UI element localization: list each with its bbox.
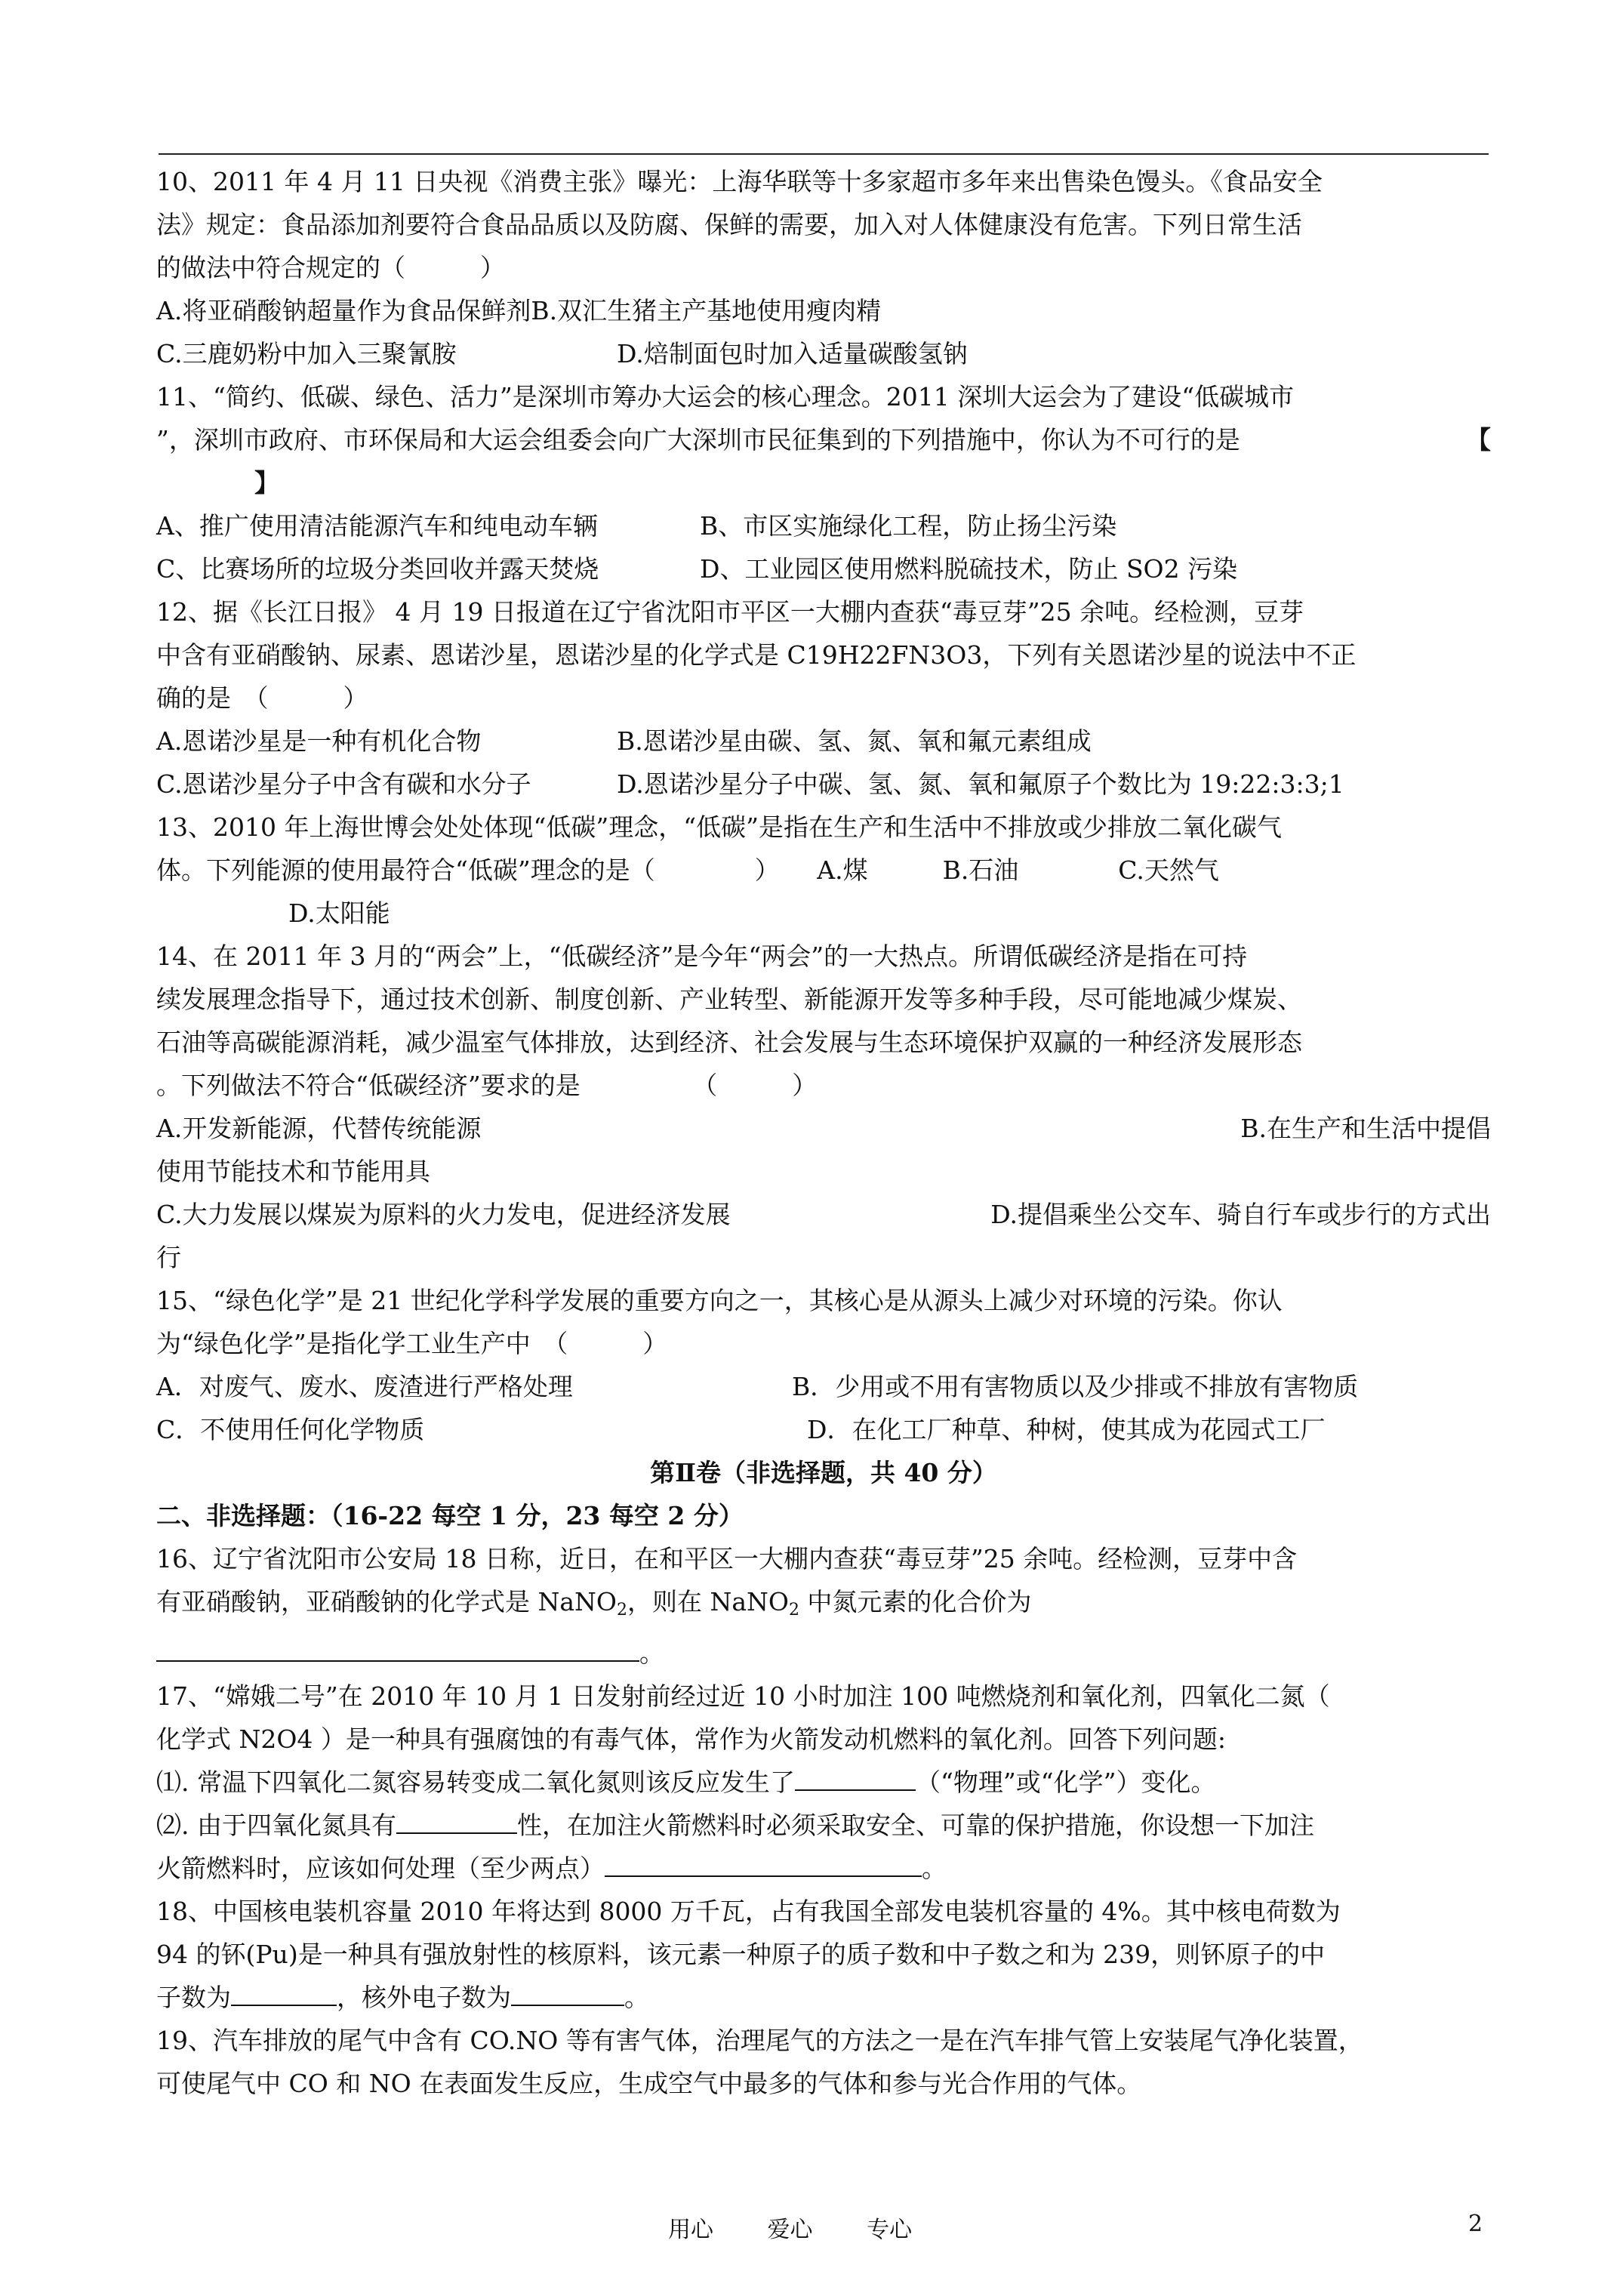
q12-line-1: 12、据《长江日报》 4 月 19 日报道在辽宁省沈阳市平区一大棚内查获“毒豆芽”25 余吨。经检测，豆芽 — [156, 597, 1304, 627]
q12-option-d: D.恩诺沙星分子中碳、氢、氮、氧和氟原子个数比为 19:22:3:3;1 — [617, 769, 1344, 799]
q16-subscript-2: 2 — [788, 1601, 799, 1620]
q16-line-2 — [156, 1580, 1491, 1632]
q17-part-1-text-a: ⑴. 常温下四氧化二氮容易转变成二氧化氮则该反应发生了 — [156, 1767, 795, 1797]
q10-line-2: 法》规定：食品添加剂要符合食品品质以及防腐、保鲜的需要，加入对人体健康没有危害。下列日常生活 — [156, 210, 1302, 239]
q14-option-d-part2: 行 — [156, 1243, 181, 1272]
q14-line-2: 续发展理念指导下，通过技术创新、制度创新、产业转型、新能源开发等多种手段，尽可能地减少煤炭、 — [156, 985, 1302, 1014]
q10-line-3: 的做法中符合规定的（ ） — [156, 253, 505, 282]
q17-part-1-text-b: （“物理”或“化学”）变化。 — [915, 1767, 1216, 1797]
q14-line-1: 14、在 2011 年 3 月的“两会”上，“低碳经济”是今年“两会”的一大热点。所谓低碳经济是指在可持 — [156, 942, 1248, 971]
q10-option-c: C.三鹿奶粉中加入三聚氰胺 — [156, 339, 457, 368]
q15-option-c: C．不使用任何化学物质 — [156, 1415, 425, 1444]
q17-part-3-text-b: 。 — [922, 1854, 947, 1883]
q17-line-1: 17、“嫦娥二号”在 2010 年 10 月 1 日发射前经过近 10 小时加注 100 吨燃烧剂和氧化剂，四氧化二氮（ — [156, 1681, 1330, 1711]
q18-line-3 — [156, 1976, 1491, 2019]
q10-option-d: D.焙制面包时加入适量碳酸氢钠 — [617, 339, 968, 368]
q19-line-1: 19、汽车排放的尾气中含有 CO.NO 等有害气体，治理尾气的方法之一是在汽车排气管上安装尾气净化装置， — [156, 2026, 1363, 2055]
q10-option-a: A.将亚硝酸钠超量作为食品保鲜剂 — [156, 296, 531, 325]
q12-line-2: 中含有亚硝酸钠、尿素、恩诺沙星，恩诺沙星的化学式是 C19H22FN3O3，下列有关恩诺沙星的说法中不正 — [156, 640, 1357, 670]
q12-option-a: A.恩诺沙星是一种有机化合物 — [156, 726, 482, 756]
q16-line-2-part-a: 有亚硝酸钠，亚硝酸钠的化学式是 NaNO — [156, 1587, 617, 1616]
q11-line-1: 11、“简约、低碳、绿色、活力”是深圳市筹办大运会的核心理念。2011 深圳大运会为了建设“低碳城市 — [156, 382, 1295, 411]
q11-line-2-text: ”，深圳市政府、市环保局和大运会组委会向广大深圳市民征集到的下列措施中，你认为不可行的是 — [156, 425, 1240, 455]
q16-subscript-1: 2 — [616, 1601, 627, 1620]
q18-answer-blank-2[interactable] — [511, 1977, 624, 2006]
q11-line-2 — [156, 418, 1491, 461]
q14-options-ab — [156, 1107, 1491, 1150]
q17-part-2-text-b: 性，在加注火箭燃料时必须采取安全、可靠的保护措施，你设想一下加注 — [516, 1811, 1314, 1840]
q17-answer-blank-3[interactable] — [605, 1848, 922, 1877]
q15-options-cd — [156, 1408, 1491, 1451]
footer-motto-3: 专心 — [867, 2217, 913, 2243]
q17-answer-blank-2[interactable] — [396, 1805, 517, 1834]
q15-option-b: B．少用或不用有害物质以及少排或不排放有害物质 — [792, 1372, 1359, 1401]
q10-line-1: 10、2011 年 4 月 11 日央视《消费主张》曝光：上海华联等十多家超市多年来出售染色馒头。《食品安全 — [156, 167, 1323, 196]
q11-option-a: A、推广使用清洁能源汽车和纯电动车辆 — [156, 511, 598, 541]
q16-line-2-part-c: 中氮元素的化合价为 — [799, 1587, 1032, 1616]
footer-motto-1: 用心 — [668, 2217, 713, 2243]
q17-part-3-text-a: 火箭燃料时，应该如何处理（至少两点） — [156, 1854, 605, 1883]
q17-part-2-text-a: ⑵. 由于四氧化氮具有 — [156, 1811, 396, 1840]
q12-option-c: C.恩诺沙星分子中含有碳和水分子 — [156, 769, 531, 799]
q11-bracket-open: 【 — [1466, 425, 1491, 455]
q13-line-2: 体。下列能源的使用最符合“低碳”理念的是（ ） A.煤 B.石油 C.天然气 — [156, 855, 1219, 885]
footer-motto — [668, 2211, 959, 2244]
q18-answer-blank-1[interactable] — [231, 1977, 337, 2006]
q15-option-a: A．对废气、废水、废渣进行严格处理 — [156, 1372, 573, 1401]
footer-motto-2: 爱心 — [767, 2217, 813, 2243]
q16-line-1: 16、辽宁省沈阳市公安局 18 日称，近日，在和平区一大棚内查获“毒豆芽”25 余吨。经检测，豆芽中含 — [156, 1544, 1298, 1573]
q15-line-2: 为“绿色化学”是指化学工业生产中 （ ） — [156, 1329, 668, 1358]
q12-options-cd — [156, 763, 1491, 806]
q14-line-4: 。下列做法不符合“低碳经济”要求的是 （ ） — [156, 1071, 818, 1100]
q16-answer-blank[interactable] — [156, 1633, 639, 1662]
q14-option-a: A.开发新能源，代替传统能源 — [156, 1114, 482, 1143]
q12-line-3: 确的是 （ ） — [156, 683, 368, 713]
q14-option-b-part2: 使用节能技术和节能用具 — [156, 1157, 430, 1186]
q14-line-3: 石油等高碳能源消耗，减少温室气体排放，达到经济、社会发展与生态环境保护双赢的一种经济发展形态 — [156, 1028, 1302, 1057]
section-2-title: 第Ⅱ卷（非选择题，共 40 分） — [650, 1458, 997, 1487]
q18-line-2: 94 的钚(Pu)是一种具有强放射性的核原料，该元素一种原子的质子数和中子数之和为 239，则钚原子的中 — [156, 1940, 1326, 1969]
q18-line-3-text-a: 子数为 — [156, 1983, 231, 2012]
q17-answer-blank-1[interactable] — [795, 1762, 916, 1791]
section-2-heading: 二、非选择题：（16-22 每空 1 分，23 每空 2 分） — [156, 1501, 744, 1530]
q17-part-3 — [156, 1847, 1491, 1890]
q11-options-cd — [156, 547, 1491, 590]
q13-line-3: D.太阳能 — [288, 898, 390, 928]
q14-option-d-part1: D.提倡乘坐公交车、骑自行车或步行的方式出 — [990, 1200, 1491, 1229]
header-rule — [159, 153, 1489, 155]
q17-line-2: 化学式 N2O4 ）是一种具有强腐蚀的有毒气体，常作为火箭发动机燃料的氧化剂。回答下列问题: — [156, 1724, 1227, 1754]
q16-line-3 — [156, 1632, 1491, 1675]
document-body — [156, 160, 1491, 2105]
q14-option-c: C.大力发展以煤炭为原料的火力发电，促进经济发展 — [156, 1200, 731, 1229]
q11-option-d: D、工业园区使用燃料脱硫技术，防止 SO2 污染 — [700, 554, 1238, 584]
q10-options-cd — [156, 332, 1491, 375]
q11-option-c: C、比赛场所的垃圾分类回收并露天焚烧 — [156, 554, 599, 584]
q19-line-2: 可使尾气中 CO 和 NO 在表面发生反应，生成空气中最多的气体和参与光合作用的气体。 — [156, 2069, 1142, 2098]
q14-option-b-part1: B.在生产和生活中提倡 — [1240, 1114, 1491, 1143]
q11-bracket-close: 】 — [254, 468, 279, 498]
q18-line-3-text-c: 。 — [624, 1983, 649, 2012]
page-number: 2 — [1468, 2211, 1483, 2237]
q15-line-1: 15、“绿色化学”是 21 世纪化学科学发展的重要方向之一，其核心是从源头上减少对环境的污染。你认 — [156, 1286, 1283, 1315]
q17-part-2 — [156, 1804, 1491, 1847]
q16-line-3-end: 。 — [639, 1638, 664, 1668]
q12-option-b: B.恩诺沙星由碳、氢、氮、氧和氟元素组成 — [617, 726, 1092, 756]
q10-option-b: B.双汇生猪主产基地使用瘦肉精 — [531, 296, 882, 325]
q18-line-3-text-b: ，核外电子数为 — [337, 1983, 511, 2012]
q11-option-b: B、市区实施绿化工程，防止扬尘污染 — [700, 511, 1117, 541]
q14-options-cd — [156, 1193, 1491, 1236]
q12-options-ab — [156, 720, 1491, 763]
q11-options-ab — [156, 504, 1491, 547]
q15-option-d: D．在化工厂种草、种树，使其成为花园式工厂 — [807, 1415, 1326, 1444]
q17-part-1 — [156, 1761, 1491, 1804]
q15-options-ab — [156, 1365, 1491, 1408]
q13-line-1: 13、2010 年上海世博会处处体现“低碳”理念，“低碳”是指在生产和生活中不排放或少排放二氧化碳气 — [156, 812, 1282, 842]
q18-line-1: 18、中国核电装机容量 2010 年将达到 8000 万千瓦，占有我国全部发电装机容量的 4%。其中核电荷数为 — [156, 1897, 1341, 1926]
q10-options-ab — [156, 289, 1491, 332]
q16-line-2-part-b: ，则在 NaNO — [627, 1587, 789, 1616]
